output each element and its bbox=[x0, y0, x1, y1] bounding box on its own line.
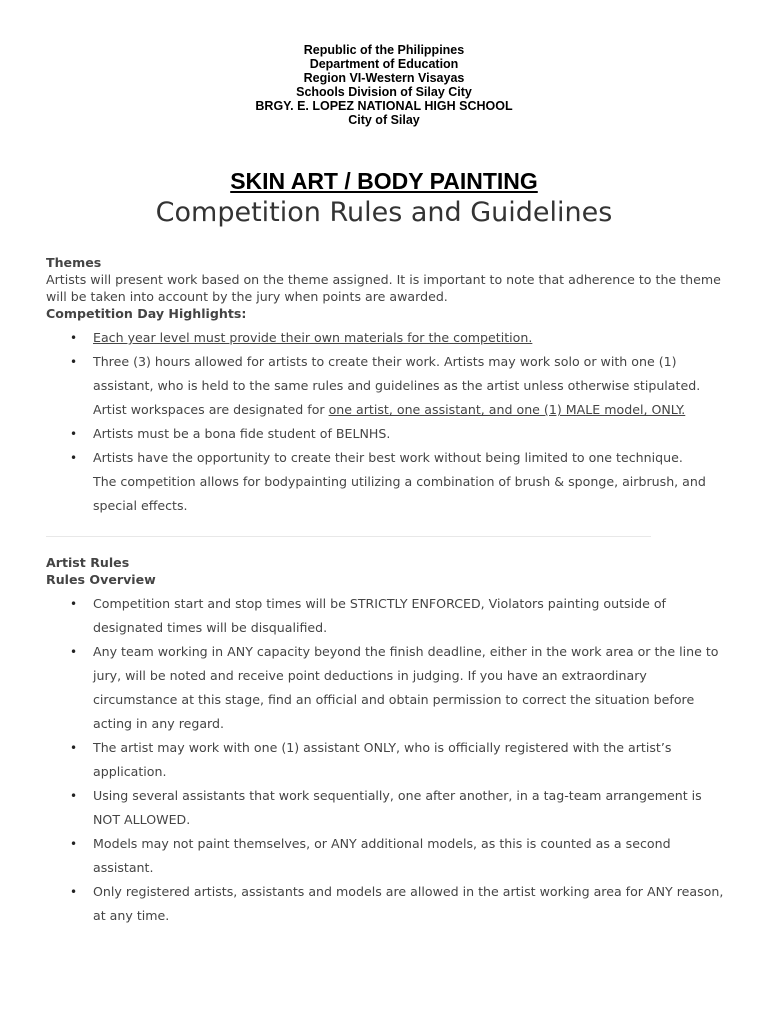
list-item bbox=[46, 880, 726, 928]
bullet-icon: • bbox=[70, 837, 78, 851]
bullet-icon: • bbox=[70, 355, 78, 369]
highlights-list bbox=[46, 326, 726, 518]
artist-rules-section bbox=[46, 554, 726, 928]
document-title: SKIN ART / BODY PAINTING bbox=[230, 168, 538, 194]
bullet-icon: • bbox=[70, 741, 78, 755]
list-item-text: Artists must be a bona fide student of BELNHS. bbox=[93, 426, 391, 441]
list-item bbox=[46, 446, 726, 518]
letterhead-line: Region VI-Western Visayas bbox=[303, 71, 465, 85]
list-item-text: The competition allows for bodypainting utilizing a combination of brush & sponge, airbrush, and special effects. bbox=[93, 474, 706, 513]
list-item bbox=[46, 736, 726, 784]
letterhead-line: Schools Division of Silay City bbox=[296, 85, 472, 99]
section-divider bbox=[46, 536, 651, 537]
list-item-text: Models may not paint themselves, or ANY additional models, as this is counted as a second assistant. bbox=[93, 836, 671, 875]
list-item bbox=[46, 592, 726, 640]
bullet-icon: • bbox=[70, 885, 78, 899]
list-item-text: Competition start and stop times will be STRICTLY ENFORCED, Violators painting outside of designated times will be disqualified. bbox=[93, 596, 666, 635]
letterhead-line: Republic of the Philippines bbox=[303, 43, 465, 57]
letterhead bbox=[0, 43, 768, 127]
bullet-icon: • bbox=[70, 789, 78, 803]
letterhead-line: City of Silay bbox=[348, 113, 420, 127]
bullet-icon: • bbox=[70, 645, 78, 659]
letterhead-line: BRGY. E. LOPEZ NATIONAL HIGH SCHOOL bbox=[255, 99, 513, 113]
bullet-icon: • bbox=[70, 331, 78, 345]
bullet-icon: • bbox=[70, 597, 78, 611]
list-item bbox=[46, 422, 726, 446]
list-item bbox=[46, 832, 726, 880]
list-item-text: The artist may work with one (1) assistant ONLY, who is officially registered with the artist’s application. bbox=[93, 740, 672, 779]
list-item bbox=[46, 326, 726, 350]
list-item-text: Each year level must provide their own materials for the competition. bbox=[93, 330, 533, 345]
highlights-heading: Competition Day Highlights: bbox=[46, 306, 247, 321]
list-item-text: Using several assistants that work sequentially, one after another, in a tag-team arrangement is NOT ALLOWED. bbox=[93, 788, 702, 827]
list-item-underlined-text: one artist, one assistant, and one (1) MALE model, ONLY. bbox=[328, 402, 686, 417]
themes-heading: Themes bbox=[46, 255, 102, 270]
bullet-icon: • bbox=[70, 427, 78, 441]
rules-list bbox=[46, 592, 726, 928]
list-item bbox=[46, 350, 726, 422]
bullet-icon: • bbox=[70, 451, 78, 465]
list-item-text: Three (3) hours allowed for artists to create their work. Artists may work solo or with one (1) assistant, who is held to the same rules and guidelines as the artist unless otherwise stipulated. Artist workspaces are designated for bbox=[93, 354, 701, 417]
list-item bbox=[46, 784, 726, 832]
rules-overview-heading: Rules Overview bbox=[46, 572, 156, 587]
list-item bbox=[46, 640, 726, 736]
list-item-text: Artists have the opportunity to create their best work without being limited to one technique. bbox=[93, 450, 683, 465]
letterhead-line: Department of Education bbox=[309, 57, 459, 71]
themes-section bbox=[46, 254, 726, 518]
document-subtitle: Competition Rules and Guidelines bbox=[155, 197, 613, 228]
themes-text: Artists will present work based on the theme assigned. It is important to note that adherence to the theme will be taken into account by the jury when points are awarded. bbox=[46, 272, 721, 304]
artist-rules-heading: Artist Rules bbox=[46, 555, 130, 570]
list-item-text: Any team working in ANY capacity beyond the finish deadline, either in the work area or the line to jury, will be noted and receive point deductions in judging. If you have an extraordinary circumstance at this stage, find an official and obtain permission to correct the situation before acting in any regard. bbox=[93, 644, 719, 731]
list-item-text: Only registered artists, assistants and models are allowed in the artist working area for ANY reason, at any time. bbox=[93, 884, 724, 923]
